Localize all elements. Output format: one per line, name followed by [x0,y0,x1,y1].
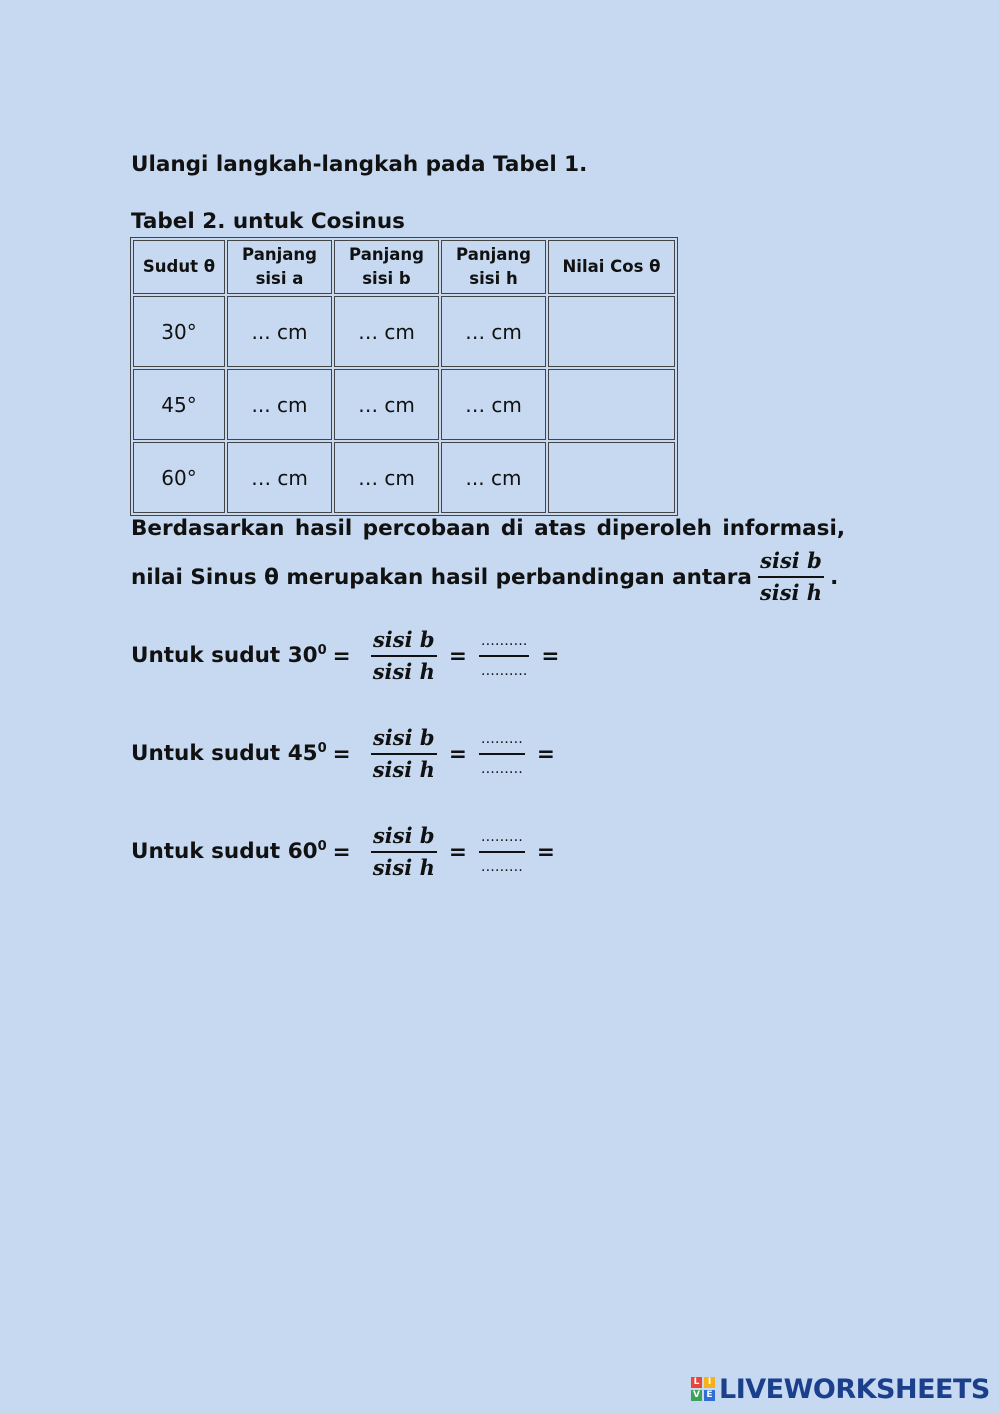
equation-60 [131,817,561,887]
header-sisi-a: Panjang sisi a [227,240,332,294]
equals-sign: = [448,741,467,767]
answer-denominator-blank[interactable]: ………. [480,663,528,679]
equals-sign: = [536,741,555,767]
answer-fraction[interactable] [479,823,525,881]
equation-label: Untuk sudut $60^0$ [131,839,327,865]
equals-sign: = [448,643,467,669]
fraction-numerator: sisi b [372,627,435,652]
table-row [133,442,675,513]
cell-angle: 45° [133,369,225,440]
header-sisi-h: Panjang sisi h [441,240,546,294]
info-paragraph-line2 [131,546,838,608]
cell-sisi-h[interactable]: … cm [441,369,546,440]
fraction-denominator: sisi h [759,580,823,605]
fraction-numerator: sisi b [372,823,435,848]
answer-numerator-blank[interactable]: ……… [480,731,523,747]
fraction-numerator: sisi b [372,725,435,750]
cell-sisi-b[interactable]: … cm [334,296,439,367]
cell-sisi-h[interactable]: ... cm [441,442,546,513]
equals-sign: = [332,741,351,767]
equals-sign: = [536,839,555,865]
answer-denominator-blank[interactable]: ……… [480,859,523,875]
logo-mark-icon [691,1377,715,1401]
equals-sign: = [332,839,351,865]
table-row [133,369,675,440]
cosine-table [130,237,678,516]
cell-sisi-h[interactable]: … cm [441,296,546,367]
cell-angle: 60° [133,442,225,513]
logo-letter: I [704,1377,715,1388]
table-header-row [133,240,675,294]
cell-sisi-a[interactable]: ... cm [227,369,332,440]
ratio-fraction [371,821,437,883]
equation-label: Untuk sudut $30^0$ [131,643,327,669]
ratio-fraction [371,625,437,687]
equation-45 [131,719,561,789]
logo-letter: V [691,1390,702,1401]
answer-fraction[interactable] [479,725,525,783]
cell-sisi-a[interactable]: ... cm [227,296,332,367]
cell-sisi-a[interactable]: … cm [227,442,332,513]
info-text: nilai Sinus θ merupakan hasil perbandingan antara [131,564,752,590]
equation-label: Untuk sudut $45^0$ [131,741,327,767]
cell-nilai-cos[interactable] [548,369,675,440]
fraction-denominator: sisi h [372,855,435,880]
header-sudut: Sudut θ [133,240,225,294]
table-title: Tabel 2. untuk Cosinus [131,209,405,234]
table-row [133,296,675,367]
logo-text: LIVEWORKSHEETS [719,1373,990,1405]
instruction-heading: Ulangi langkah-langkah pada Tabel 1. [131,152,588,177]
equals-sign: = [541,643,560,669]
fraction-numerator: sisi b [760,548,822,573]
cell-angle: 30° [133,296,225,367]
equals-sign: = [448,839,467,865]
answer-fraction[interactable] [479,627,529,685]
fraction-denominator: sisi h [372,659,435,684]
equals-sign: = [332,643,351,669]
cell-sisi-b[interactable]: … cm [334,442,439,513]
fraction-denominator: sisi h [372,757,435,782]
equation-30 [131,621,565,691]
period: . [830,564,839,590]
answer-numerator-blank[interactable]: ………. [480,633,528,649]
ratio-fraction [758,546,824,608]
cell-sisi-b[interactable]: … cm [334,369,439,440]
ratio-fraction [371,723,437,785]
logo-letter: E [704,1390,715,1401]
answer-denominator-blank[interactable]: ……… [480,761,523,777]
cell-nilai-cos[interactable] [548,442,675,513]
info-paragraph-line1: Berdasarkan hasil percobaan di atas diperoleh informasi, [131,516,845,541]
answer-numerator-blank[interactable]: ……… [480,829,523,845]
header-sisi-b: Panjang sisi b [334,240,439,294]
logo-letter: L [691,1377,702,1388]
liveworksheets-logo [691,1372,990,1406]
cell-nilai-cos[interactable] [548,296,675,367]
header-nilai-cos: Nilai Cos θ [548,240,675,294]
